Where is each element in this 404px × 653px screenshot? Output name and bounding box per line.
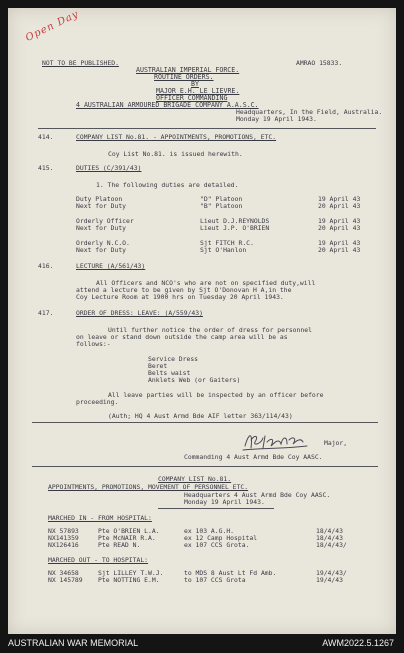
item-416-line: Coy Lecture Room at 1900 hrs on Tuesday 20 April 1943. bbox=[76, 293, 284, 301]
item-417-line: follows:- bbox=[76, 340, 111, 348]
headquarters-line: Headquarters, In the Field, Australia. bbox=[236, 108, 383, 116]
item-416-line: All Officers and NCO's who are not on specified duty,will bbox=[96, 279, 316, 287]
item-417-title: ORDER OF DRESS: LEAVE: (A/559/43) bbox=[76, 309, 203, 317]
force-title: AUSTRALIAN IMPERIAL FORCE. bbox=[136, 66, 240, 74]
movement-location: ex 107 CCS Grota. bbox=[184, 541, 250, 549]
soldier-name: Sjt LILLEY T.W.J. bbox=[98, 569, 164, 577]
duty-date: 20 April 43 bbox=[318, 224, 361, 232]
duty-role: Next for Duty bbox=[76, 246, 127, 254]
movement-location: ex 103 A.G.H. bbox=[184, 527, 235, 535]
divider bbox=[38, 128, 376, 129]
item-415-number: 415. bbox=[38, 164, 54, 172]
movement-date: 18/4/43 bbox=[316, 527, 343, 535]
dress-item: Anklets Web (or Gaiters) bbox=[148, 376, 241, 384]
major-name: MAJOR E.H. LE LIEVRE. bbox=[156, 87, 240, 95]
duty-role: Next for Duty bbox=[76, 224, 127, 232]
duty-date: 19 April 43 bbox=[318, 195, 361, 203]
item-416-title: LECTURE (A/561/43) bbox=[76, 262, 146, 270]
item-417-number: 417. bbox=[38, 309, 54, 317]
soldier-name: Pte McNAIR R.A. bbox=[98, 534, 156, 542]
footer-accession-number: AWM2022.5.1267 bbox=[322, 638, 394, 648]
duty-assignee: Sjt O'Hanlon bbox=[200, 246, 247, 254]
item-415-title: DUTIES (C/391/43) bbox=[76, 164, 142, 172]
item-417-line: proceeding. bbox=[76, 398, 119, 406]
item-414-number: 414. bbox=[38, 133, 54, 141]
company-list-hq: Headquarters 4 Aust Armd Bde Coy AASC. bbox=[184, 491, 331, 499]
item-416-number: 416. bbox=[38, 262, 54, 270]
soldier-name: Pte O'BRIEN L.A. bbox=[98, 527, 160, 535]
service-number: NX141359 bbox=[48, 534, 79, 542]
duty-role: Next for Duty bbox=[76, 202, 127, 210]
duty-date: 20 April 43 bbox=[318, 246, 361, 254]
company-list-date: Monday 19 April 1943. bbox=[184, 498, 265, 506]
amrao-number: AMRAO 15833. bbox=[296, 59, 343, 67]
movement-location: ex 12 Camp Hospital bbox=[184, 534, 258, 542]
duty-date: 20 April 43 bbox=[318, 202, 361, 210]
header-date: Monday 19 April 1943. bbox=[236, 115, 317, 123]
item-414-body: Coy List No.81. is issued herewith. bbox=[108, 150, 243, 158]
service-number: NX 145789 bbox=[48, 576, 83, 584]
movement-location: to 107 CCS Grota bbox=[184, 576, 246, 584]
item-417-line: Until further notice the order of dress for personnel bbox=[108, 326, 312, 334]
soldier-name: Pte NOTTING E.M. bbox=[98, 576, 160, 584]
divider bbox=[158, 508, 274, 509]
company-list-subtitle: APPOINTMENTS, PROMOTIONS, MOVEMENT OF PERSONNEL ETC. bbox=[48, 483, 249, 491]
dress-item: Belts waist bbox=[148, 369, 191, 377]
movement-date: 18/4/43/ bbox=[316, 541, 347, 549]
footer-bar bbox=[0, 634, 404, 653]
duty-assignee: Sjt FITCH R.C. bbox=[200, 239, 254, 247]
service-number: NX 34658 bbox=[48, 569, 79, 577]
duty-date: 19 April 43 bbox=[318, 217, 361, 225]
handwritten-signature bbox=[241, 428, 321, 454]
divider bbox=[32, 466, 378, 467]
dress-item: Service Dress bbox=[148, 355, 199, 363]
duty-assignee: Lieut D.J.REYNOLDS bbox=[200, 217, 270, 225]
divider bbox=[32, 422, 378, 423]
marched-out-title: MARCHED OUT - TO HOSPITAL: bbox=[48, 556, 149, 564]
service-number: NX 57893 bbox=[48, 527, 79, 535]
officer-commanding: OFFICER COMMANDING bbox=[156, 94, 228, 102]
duty-assignee: Lieut J.P. O'BRIEN bbox=[200, 224, 270, 232]
signature-rank: Major, bbox=[324, 439, 348, 447]
item-417-authority: (Auth; HQ 4 Aust Armd Bde AIF letter 363/114/43) bbox=[108, 412, 293, 420]
footer-institution: AUSTRALIAN WAR MEMORIAL bbox=[8, 638, 139, 648]
item-416-line: attend a lecture to be given by Sjt O'Donovan H A,in the bbox=[76, 286, 292, 294]
marched-in-title: MARCHED IN - FROM HOSPITAL: bbox=[48, 514, 152, 522]
duty-role: Orderly N.C.O. bbox=[76, 239, 130, 247]
document-page bbox=[8, 8, 396, 634]
movement-date: 18/4/43 bbox=[316, 534, 343, 542]
soldier-name: Pte READ N. bbox=[98, 541, 141, 549]
item-415-intro: 1. The following duties are detailed. bbox=[96, 181, 239, 189]
signature-title: Commanding 4 Aust Armd Bde Coy AASC. bbox=[184, 453, 323, 461]
duty-assignee: "D" Platoon bbox=[200, 195, 243, 203]
service-number: NX126416 bbox=[48, 541, 79, 549]
item-414-title: COMPANY LIST No.81. - APPOINTMENTS, PROMOTIONS, ETC. bbox=[76, 133, 277, 141]
company-title: 4 AUSTRALIAN ARMOURED BRIGADE COMPANY A.A.S.C. bbox=[76, 101, 259, 109]
movement-location: to MDS 8 Aust Lt Fd Amb. bbox=[184, 569, 277, 577]
duty-assignee: "B" Platoon bbox=[200, 202, 243, 210]
item-417-line: All leave parties will be inspected by an officer before bbox=[108, 391, 324, 399]
dress-item: Beret bbox=[148, 362, 168, 370]
not-published-label: NOT TO BE PUBLISHED. bbox=[42, 59, 119, 67]
company-list-title: COMPANY LIST No.81. bbox=[158, 475, 232, 483]
duty-date: 19 April 43 bbox=[318, 239, 361, 247]
duty-role: Orderly Officer bbox=[76, 217, 134, 225]
by-label: BY bbox=[191, 80, 199, 88]
item-417-line: on leave or stand down outside the camp area will be as bbox=[76, 333, 288, 341]
handwritten-stamp: Open Day bbox=[24, 8, 81, 44]
movement-date: 19/4/43/ bbox=[316, 569, 347, 577]
duty-role: Duty Platoon bbox=[76, 195, 123, 203]
movement-date: 19/4/43 bbox=[316, 576, 343, 584]
routine-orders-title: ROUTINE ORDERS. bbox=[154, 73, 214, 81]
